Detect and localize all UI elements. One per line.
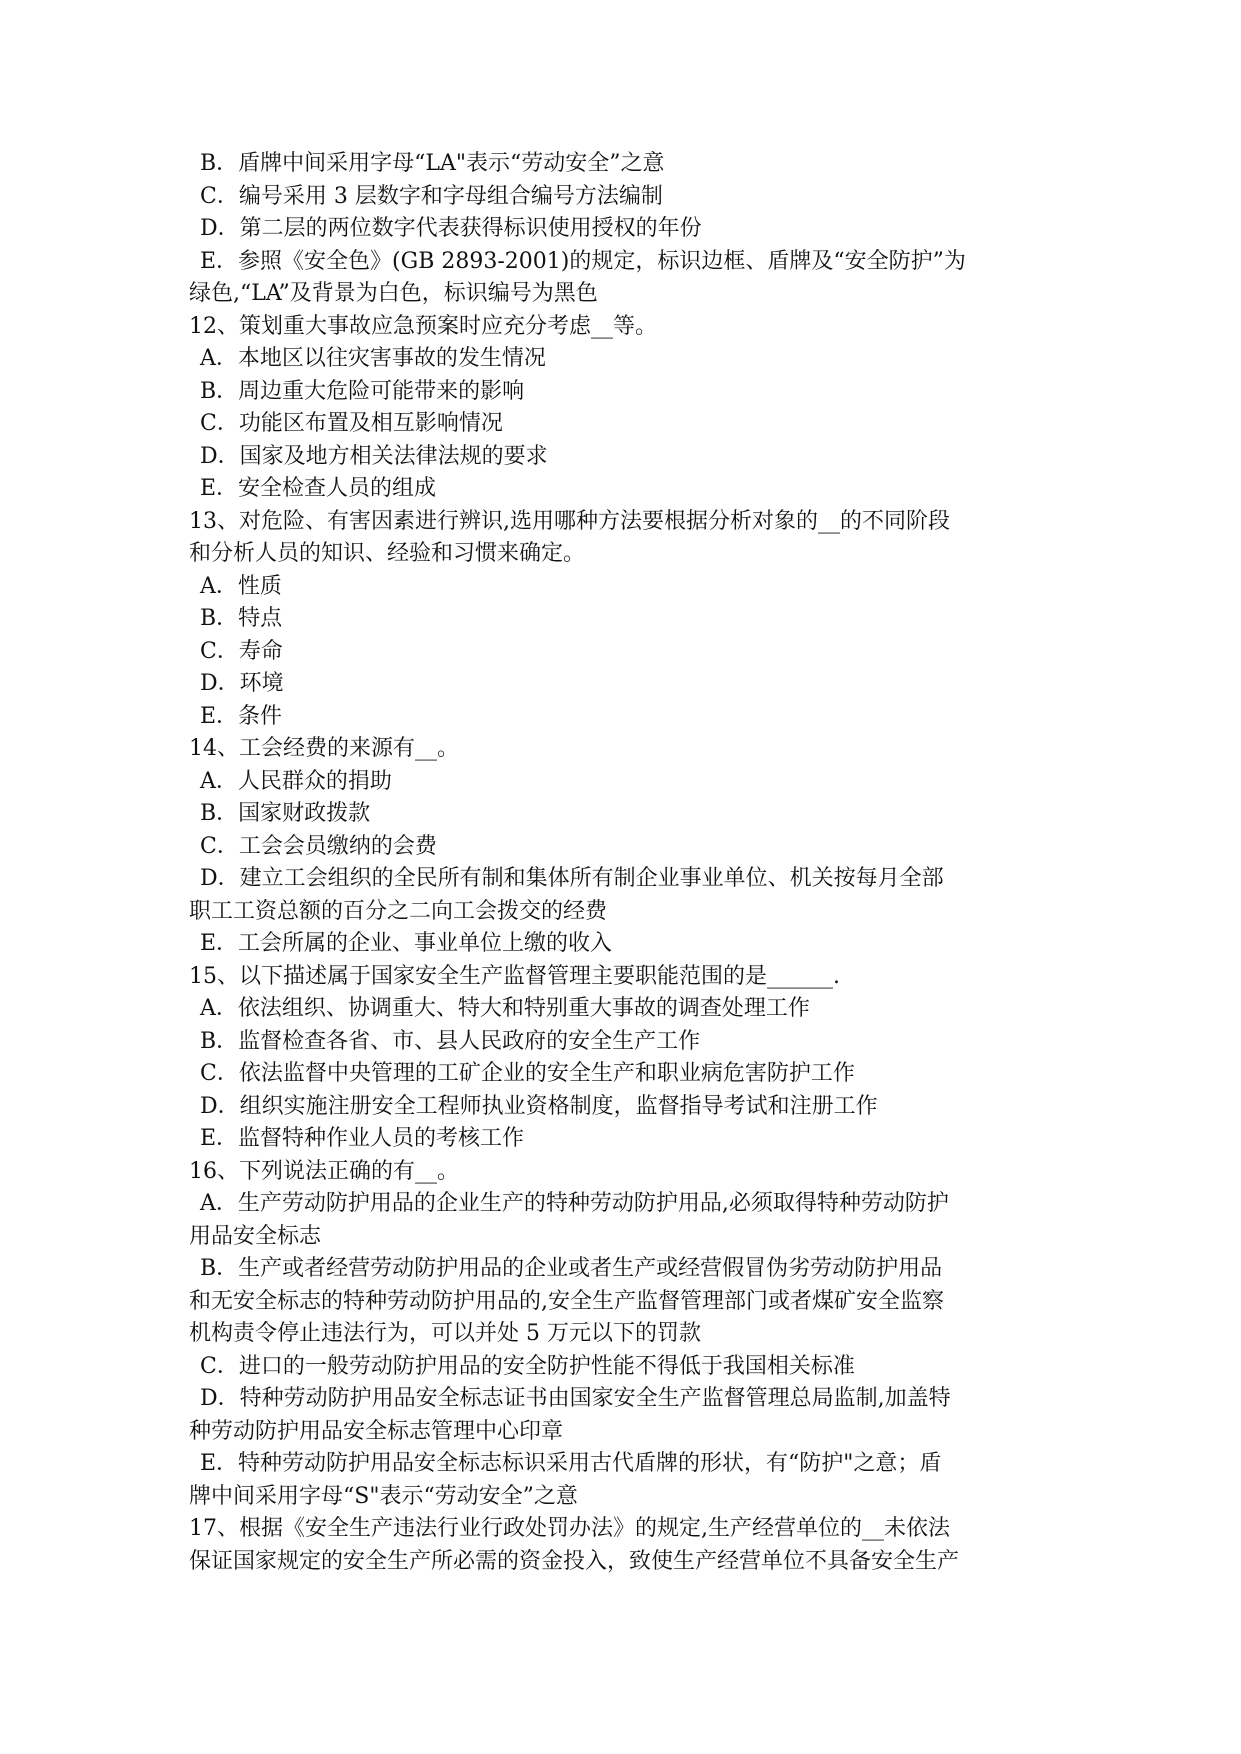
question-line: 13、对危险、有害因素进行辨识,选用哪种方法要根据分析对象的__的不同阶段 [189, 508, 950, 534]
option-line: A．人民群众的捐助 [200, 768, 392, 794]
option-line: B．周边重大危险可能带来的影响 [200, 378, 525, 404]
option-line: A．性质 [200, 573, 282, 599]
option-line: A．生产劳动防护用品的企业生产的特种劳动防护用品,必须取得特种劳动防护 [200, 1191, 949, 1216]
continuation-line: 和无安全标志的特种劳动防护用品的,安全生产监督管理部门或者煤矿安全监察 [189, 1288, 944, 1314]
option-line: B．特点 [200, 606, 283, 631]
continuation-line: 绿色,“LA”及背景为白色，标识编号为黑色 [189, 281, 598, 306]
continuation-line: 和分析人员的知识、经验和习惯来确定。 [189, 541, 586, 566]
option-line: A．本地区以往灾害事故的发生情况 [200, 346, 546, 371]
option-line: E．参照《安全色》(GB 2893-2001)的规定，标识边框、盾牌及“安全防护”为 [200, 248, 966, 274]
option-line: C．依法监督中央管理的工矿企业的安全生产和职业病危害防护工作 [200, 1061, 855, 1086]
question-line: 15、以下描述属于国家安全生产监督管理主要职能范围的是______. [189, 963, 840, 989]
option-line: C．功能区布置及相互影响情况 [200, 411, 503, 436]
continuation-line: 职工工资总额的百分之二向工会拨交的经费 [189, 898, 608, 924]
option-line: C．工会会员缴纳的会费 [200, 833, 437, 859]
option-line: B．监督检查各省、市、县人民政府的安全生产工作 [200, 1028, 701, 1054]
option-line: B．国家财政拨款 [200, 801, 371, 826]
continuation-line: 牌中间采用字母“S"表示“劳动安全”之意 [189, 1483, 578, 1509]
option-line: D．特种劳动防护用品安全标志证书由国家安全生产监督管理总局监制,加盖特 [200, 1386, 951, 1411]
option-line: E．工会所属的企业、事业单位上缴的收入 [200, 931, 613, 956]
option-line: E．监督特种作业人员的考核工作 [200, 1126, 525, 1151]
option-line: B．盾牌中间采用字母“LA"表示“劳动安全”之意 [200, 151, 665, 176]
option-line: D．国家及地方相关法律法规的要求 [200, 443, 548, 469]
option-line: B．生产或者经营劳动防护用品的企业或者生产或经营假冒伪劣劳动防护用品 [200, 1256, 943, 1281]
option-line: D．组织实施注册安全工程师执业资格制度，监督指导考试和注册工作 [200, 1093, 878, 1119]
option-line: C．进口的一般劳动防护用品的安全防护性能不得低于我国相关标准 [200, 1353, 855, 1379]
document-page [189, 148, 1059, 1578]
continuation-line: 用品安全标志 [189, 1223, 322, 1249]
continuation-line: 种劳动防护用品安全标志管理中心印章 [189, 1418, 564, 1444]
question-line: 17、根据《安全生产违法行业行政处罚办法》的规定,生产经营单位的__未依法 [189, 1516, 950, 1541]
option-line: A．依法组织、协调重大、特大和特别重大事故的调查处理工作 [200, 996, 810, 1021]
option-line: E．安全检查人员的组成 [200, 476, 437, 501]
option-line: E．特种劳动防护用品安全标志标识采用古代盾牌的形状，有“防护"之意；盾 [200, 1451, 942, 1476]
option-line: D．第二层的两位数字代表获得标识使用授权的年份 [200, 216, 702, 241]
question-line: 16、下列说法正确的有__。 [189, 1158, 459, 1184]
continuation-line: 保证国家规定的安全生产所必需的资金投入，致使生产经营单位不具备安全生产 [189, 1548, 960, 1574]
option-line: E．条件 [200, 703, 283, 729]
option-line: C．寿命 [200, 638, 283, 664]
option-line: D．环境 [200, 671, 284, 696]
continuation-line: 机构责令停止违法行为，可以并处 5 万元以下的罚款 [189, 1321, 701, 1346]
question-line: 14、工会经费的来源有__。 [189, 736, 459, 761]
option-line: C．编号采用 3 层数字和字母组合编号方法编制 [200, 183, 663, 209]
option-line: D．建立工会组织的全民所有制和集体所有制企业事业单位、机关按每月全部 [200, 866, 944, 891]
question-line: 12、策划重大事故应急预案时应充分考虑__等。 [189, 313, 657, 339]
